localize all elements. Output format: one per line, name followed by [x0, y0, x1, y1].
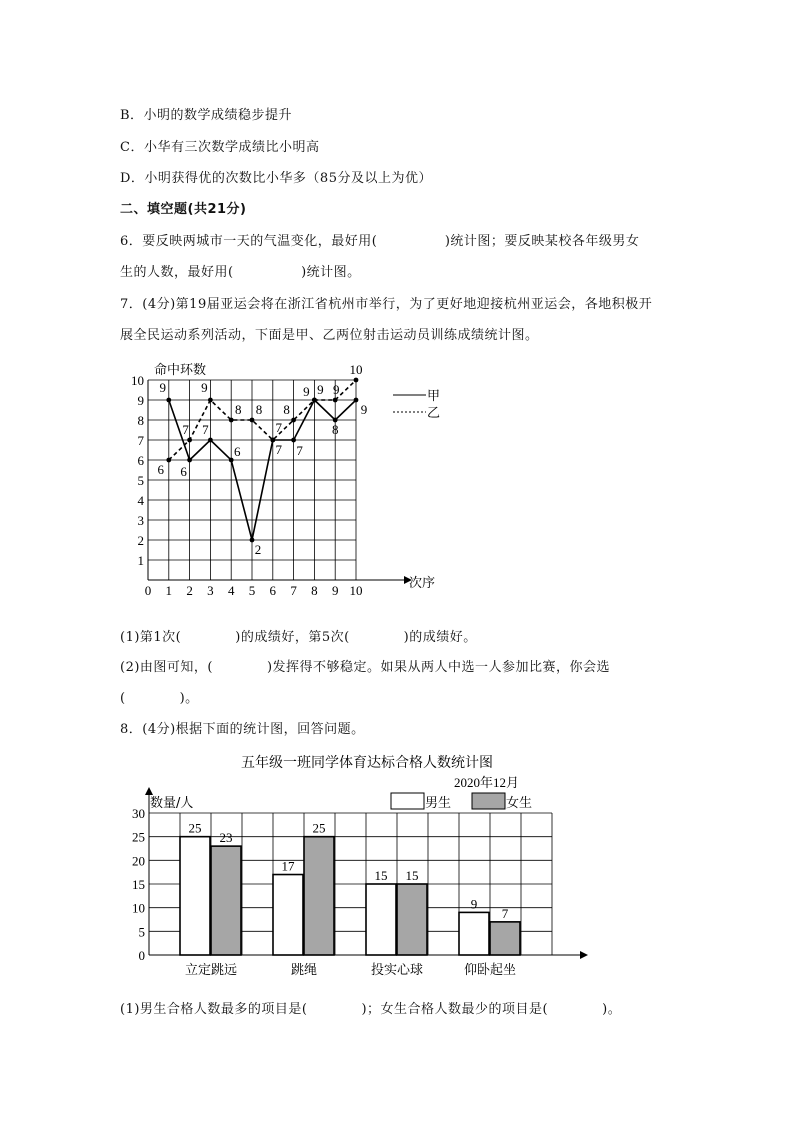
bar-chart-title: 五年级一班同学体育达标合格人数统计图	[241, 755, 493, 771]
data-label-yi: 8	[255, 402, 263, 417]
data-point-yi	[187, 438, 192, 443]
y-tick-label: 3	[137, 513, 144, 528]
data-label-yi: 9	[317, 382, 324, 397]
y-tick-label: 7	[137, 433, 144, 448]
y-tick-label: 1	[137, 553, 144, 568]
y-tick-label: 10	[132, 900, 145, 916]
x-tick-label: 9	[331, 583, 339, 598]
option-b: B．小明的数学成绩稳步提升	[120, 108, 293, 123]
data-label-jia: 7	[202, 422, 209, 437]
bar-chart-subtitle: 2020年12月	[454, 775, 520, 790]
data-point-yi	[229, 418, 234, 423]
bar-value-label: 25	[188, 820, 202, 836]
legend-swatch-boys	[391, 793, 424, 809]
data-point-yi	[312, 398, 317, 403]
data-label-jia: 7	[296, 443, 303, 458]
data-point-yi	[250, 418, 255, 423]
bar-value-label: 23	[219, 830, 233, 846]
legend-label-boys: 男生	[425, 796, 452, 811]
q7-sub1: (1)第1次( )的成绩好，第5次( )的成绩好。	[120, 630, 477, 645]
data-point-yi	[166, 458, 171, 463]
x-tick-label: 5	[248, 583, 256, 598]
data-label-yi: 8	[234, 402, 242, 417]
y-tick-label: 15	[132, 877, 145, 892]
x-tick-label: 1	[165, 583, 173, 598]
x-tick-label: 6	[269, 583, 277, 598]
data-point-yi	[354, 378, 359, 383]
bar-value-label: 15	[374, 868, 388, 883]
data-label-jia: 9	[159, 380, 167, 395]
y-tick-label: 20	[132, 853, 145, 869]
bar-boys	[180, 837, 210, 955]
bar-girls	[304, 837, 334, 955]
shooting-line-chart	[120, 358, 460, 603]
data-label-jia: 8	[331, 422, 339, 437]
fitness-bar-chart	[120, 748, 600, 983]
data-label-jia: 6	[180, 464, 187, 479]
q6-line1: 6．要反映两城市一天的气温变化，最好用( )统计图；要反映某校各年级男女	[120, 234, 640, 249]
bar-value-label: 25	[312, 820, 326, 836]
y-axis-arrow	[145, 787, 153, 795]
q6-line2: 生的人数，最好用( )统计图。	[120, 265, 361, 280]
bar-girls	[211, 846, 241, 955]
bar-boys	[273, 875, 303, 955]
y-tick-label: 9	[137, 393, 144, 408]
legend-swatch-girls	[472, 793, 505, 809]
bar-legend	[391, 793, 532, 811]
legend-label-jia: 甲	[427, 389, 441, 404]
q8-line: 8．(4分)根据下面的统计图，回答问题。	[120, 722, 365, 737]
data-label-jia: 6	[233, 444, 241, 459]
category-label: 立定跳远	[184, 963, 238, 978]
bar-value-label: 7	[501, 905, 509, 921]
bar-girls	[490, 922, 520, 955]
q8-sub1: (1)男生合格人数最多的项目是( )；女生合格人数最少的项目是( )。	[120, 1002, 622, 1017]
q7-sub2-line2: ( )。	[120, 691, 199, 706]
x-tick-label: 0	[144, 583, 152, 598]
y-tick-label: 5	[137, 473, 144, 488]
data-label-yi: 6	[157, 462, 165, 477]
data-point-jia	[250, 538, 255, 543]
y-tick-label: 5	[138, 924, 145, 940]
x-tick-label: 3	[207, 583, 214, 598]
data-label-jia: 9	[360, 402, 368, 417]
data-label-yi: 7	[182, 422, 189, 437]
legend	[393, 389, 440, 421]
data-point-yi	[291, 418, 296, 423]
data-point-yi	[270, 438, 275, 443]
x-tick-label: 8	[311, 583, 318, 598]
y-tick-label: 8	[137, 413, 144, 428]
category-label: 投实心球	[370, 963, 424, 978]
data-label-yi: 10	[349, 362, 363, 377]
y-tick-label: 25	[132, 829, 145, 845]
x-tick-label: 4	[227, 583, 235, 598]
x-tick-label: 10	[349, 583, 363, 598]
bar-value-label: 15	[405, 868, 419, 883]
y-tick-label: 10	[131, 373, 144, 388]
q7-line2: 展全民运动系列活动，下面是甲、乙两位射击运动员训练成绩统计图。	[120, 328, 539, 343]
legend-label-yi: 乙	[427, 406, 441, 421]
data-point-jia	[354, 398, 359, 403]
series-line-jia	[169, 400, 356, 540]
data-label-yi: 9	[332, 382, 340, 397]
option-c: C．小华有三次数学成绩比小明高	[120, 140, 320, 155]
q7-sub2-line1: (2)由图可知，( )发挥得不够稳定。如果从两人中选一人参加比赛，你会选	[120, 660, 611, 675]
y-tick-label: 4	[137, 493, 144, 508]
y-tick-label: 0	[138, 948, 145, 963]
legend-label-girls: 女生	[506, 796, 533, 811]
option-d: D．小明获得优的次数比小华多（85分及以上为优）	[120, 171, 432, 186]
x-axis-arrow	[580, 951, 588, 959]
data-point-yi	[208, 398, 213, 403]
data-label-yi: 9	[201, 380, 208, 395]
y-axis-label: 命中环数	[154, 363, 207, 378]
data-point-jia	[187, 458, 192, 463]
x-axis-label: 次序	[409, 576, 436, 591]
bar-value-label: 17	[281, 858, 295, 874]
category-label: 跳绳	[290, 963, 318, 978]
bar-boys	[459, 912, 489, 955]
y-tick-label: 6	[137, 453, 144, 468]
data-point-jia	[291, 438, 296, 443]
y-tick-label: 30	[132, 806, 145, 821]
x-tick-label: 7	[290, 583, 297, 598]
bar-y-axis-label: 数量/人	[150, 796, 194, 811]
data-label-jia: 2	[254, 542, 262, 557]
bar-boys	[366, 884, 396, 955]
y-tick-label: 2	[137, 533, 144, 548]
data-point-jia	[229, 458, 234, 463]
data-label-yi: 8	[283, 402, 290, 417]
q7-line1: 7．(4分)第19届亚运会将在浙江省杭州市举行，为了更好地迎接杭州亚运会，各地积极开	[120, 297, 653, 312]
category-label: 仰卧起坐	[463, 963, 517, 978]
x-tick-label: 2	[186, 583, 193, 598]
data-point-jia	[208, 438, 213, 443]
bar-value-label: 9	[470, 896, 478, 912]
data-point-jia	[166, 398, 171, 403]
data-label-jia: 9	[303, 384, 310, 399]
section-heading: 二、填空题(共21分)	[120, 202, 247, 217]
bar-girls	[397, 884, 427, 955]
data-point-yi	[333, 398, 338, 403]
data-label-yi: 7	[275, 420, 283, 435]
data-label-jia: 7	[275, 442, 283, 457]
